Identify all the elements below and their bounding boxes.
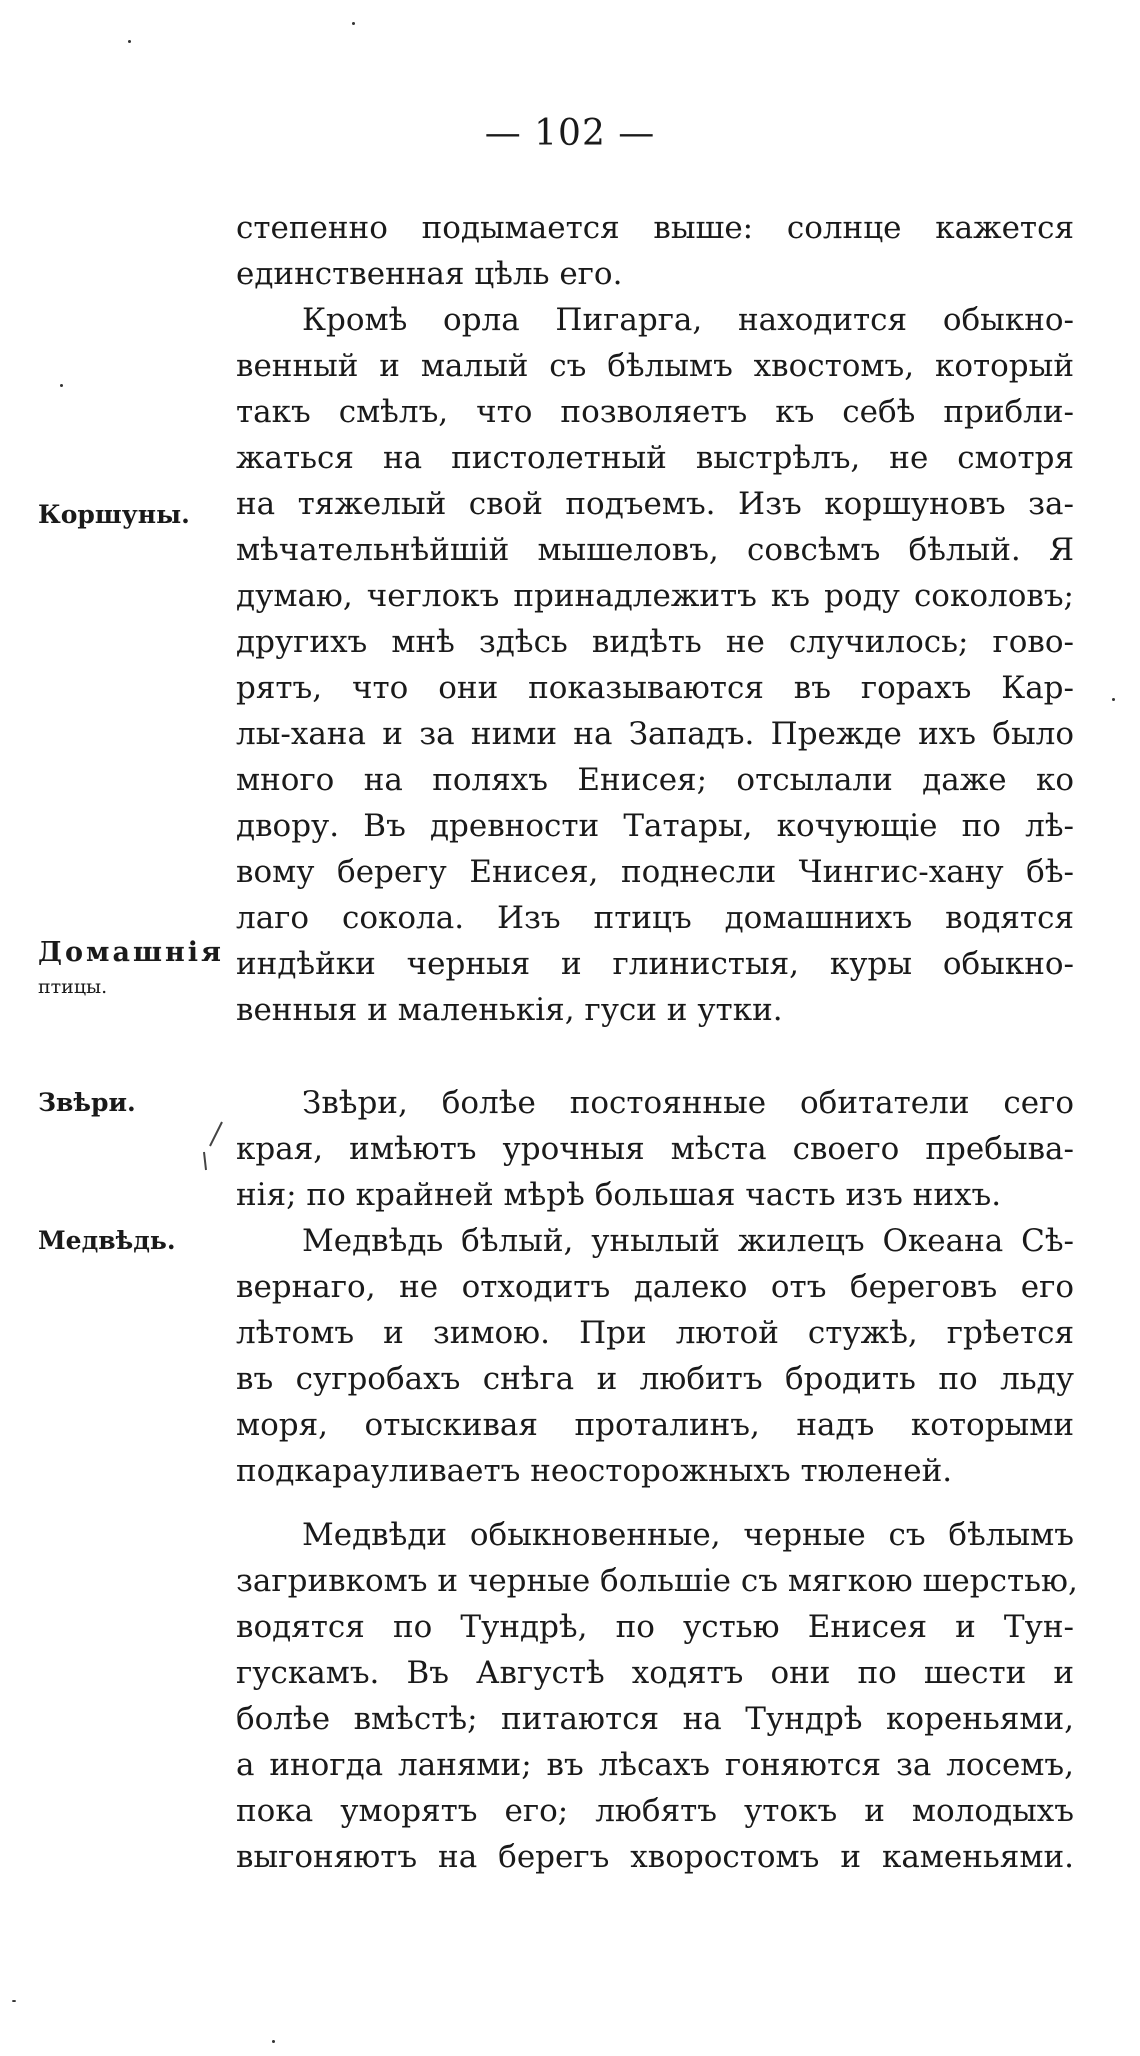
text-line: такъ смѣлъ, что позволяетъ къ себѣ прибли- bbox=[236, 394, 1074, 430]
paper-speck bbox=[272, 2040, 275, 2043]
text-line: Кромѣ орла Пигарга, находится обыкно- bbox=[302, 302, 1074, 338]
text-line: лѣтомъ и зимою. При лютой стужѣ, грѣется bbox=[236, 1315, 1074, 1351]
text-line: пока уморятъ его; любятъ утокъ и молодыхъ bbox=[236, 1793, 1074, 1829]
text-line: загривкомъ и черные большіе съ мягкою шерстью, bbox=[236, 1563, 1078, 1599]
text-line: лаго сокола. Изъ птицъ домашнихъ водятся bbox=[236, 900, 1074, 936]
text-line: другихъ мнѣ здѣсь видѣть не случилось; гово- bbox=[236, 624, 1074, 660]
paper-speck bbox=[352, 22, 355, 25]
text-line: выгоняютъ на берегъ хворостомъ и каменьями. bbox=[236, 1839, 1074, 1875]
text-line: думаю, чеглокъ принадлежитъ къ роду соколовъ; bbox=[236, 578, 1074, 614]
text-line: нія; по крайней мѣрѣ большая часть изъ нихъ. bbox=[236, 1177, 1002, 1213]
margin-note-ptitsy: птицы. bbox=[38, 976, 108, 998]
text-line: двору. Въ древности Татары, кочующіе по лѣ- bbox=[236, 808, 1074, 844]
text-line: подкарауливаетъ неосторожныхъ тюленей. bbox=[236, 1453, 953, 1489]
pen-mark bbox=[200, 1118, 230, 1178]
text-line: степенно подымается выше: солнце кажется bbox=[236, 210, 1074, 246]
margin-note-korshuny: Коршуны. bbox=[38, 500, 190, 529]
text-line: въ сугробахъ снѣга и любитъ бродить по льду bbox=[236, 1361, 1074, 1397]
text-line: жаться на пистолетный выстрѣлъ, не смотря bbox=[236, 440, 1074, 476]
text-line: а иногда ланями; въ лѣсахъ гоняются за лосемъ, bbox=[236, 1747, 1074, 1783]
margin-note-domashnia: Домашнія bbox=[38, 937, 224, 968]
text-line: на тяжелый свой подъемъ. Изъ коршуновъ за- bbox=[236, 486, 1074, 522]
text-line: рятъ, что они показываются въ горахъ Кар- bbox=[236, 670, 1074, 706]
text-line: вому берегу Енисея, поднесли Чингис-хану бѣ- bbox=[236, 854, 1074, 890]
text-line: водятся по Тундрѣ, по устью Енисея и Тун- bbox=[236, 1609, 1074, 1645]
paper-speck bbox=[1112, 698, 1115, 701]
text-line: лы-хана и за ними на Западъ. Прежде ихъ было bbox=[236, 716, 1074, 752]
text-line: единственная цѣль его. bbox=[236, 256, 623, 292]
paper-speck bbox=[60, 384, 63, 387]
text-line: венный и малый съ бѣлымъ хвостомъ, который bbox=[236, 348, 1074, 384]
text-line: края, имѣютъ урочныя мѣста своего пребыва- bbox=[236, 1131, 1074, 1167]
margin-note-zveri: Звѣри. bbox=[38, 1088, 136, 1117]
page-number: — 102 — bbox=[484, 113, 656, 154]
text-line: болѣе вмѣстѣ; питаются на Тундрѣ кореньями, bbox=[236, 1701, 1074, 1737]
text-line: Медвѣди обыкновенные, черные съ бѣлымъ bbox=[302, 1517, 1074, 1553]
text-line: мѣчательнѣйшій мышеловъ, совсѣмъ бѣлый. Я bbox=[236, 532, 1074, 568]
paper-speck bbox=[128, 40, 131, 43]
paper-speck bbox=[12, 2000, 16, 2002]
text-line: вернаго, не отходитъ далеко отъ береговъ его bbox=[236, 1269, 1074, 1305]
text-line: гускамъ. Въ Августѣ ходятъ они по шести и bbox=[236, 1655, 1074, 1691]
text-line: Медвѣдь бѣлый, унылый жилецъ Океана Сѣ- bbox=[302, 1223, 1074, 1259]
margin-note-medved: Медвѣдь. bbox=[38, 1226, 176, 1255]
text-line: индѣйки черныя и глинистыя, куры обыкно- bbox=[236, 946, 1074, 982]
text-line: моря, отыскивая проталинъ, надъ которыми bbox=[236, 1407, 1074, 1443]
text-line: много на поляхъ Енисея; отсылали даже ко bbox=[236, 762, 1074, 798]
text-line: Звѣри, болѣе постоянные обитатели сего bbox=[302, 1085, 1074, 1121]
text-line: венныя и маленькія, гуси и утки. bbox=[236, 992, 783, 1028]
